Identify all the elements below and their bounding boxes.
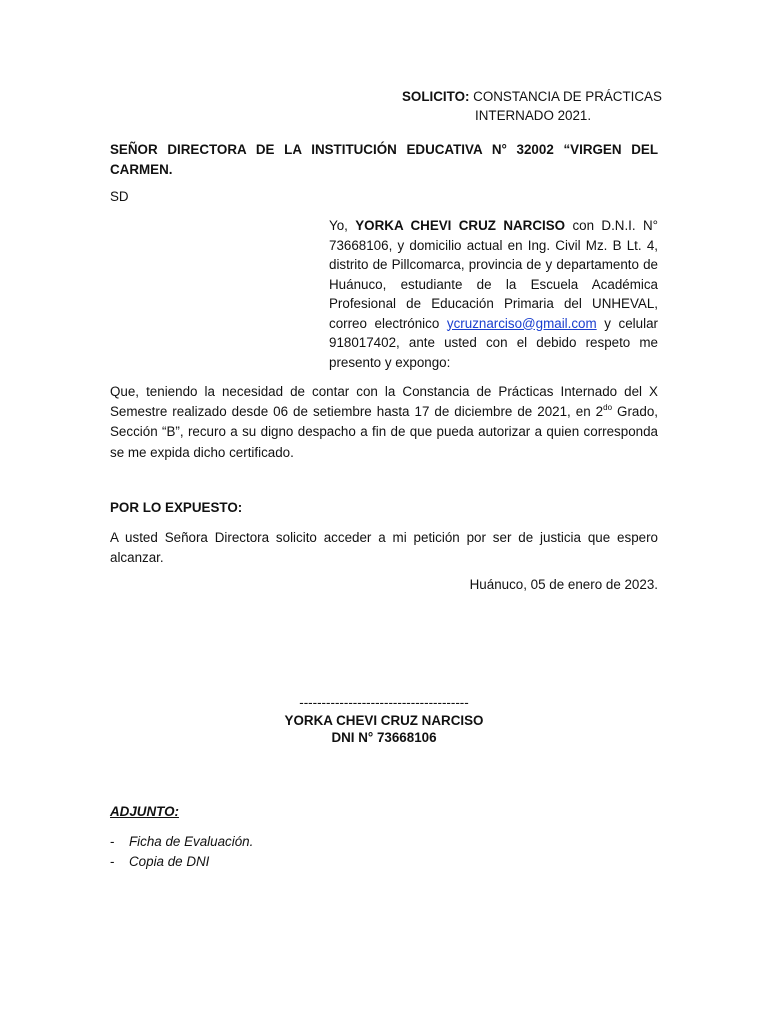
subject-line xyxy=(402,87,662,125)
signature-block xyxy=(110,694,658,747)
applicant-name: YORKA CHEVI CRUZ NARCISO xyxy=(355,218,566,233)
superscript: do xyxy=(603,403,613,413)
request-paragraph: A usted Señora Directora solicito acceder a mi petición por ser de justicia que espero alcanzar. xyxy=(110,530,658,566)
signature-dni: DNI N° 73668106 xyxy=(331,730,437,745)
place-date: Huánuco, 05 de enero de 2023. xyxy=(469,577,658,592)
adjunto-heading: ADJUNTO: xyxy=(110,804,179,819)
intro-text-2: y celular 918017402, ante usted con el debido respeto me presento y expongo: xyxy=(329,315,658,370)
body-text-1: Que, teniendo la necesidad de contar con la Constancia de Prácticas Internado del X Semestre realizado desde 06 de setiembre hasta 17 de diciembre de 2021, en 2 xyxy=(110,384,658,420)
solicito-text-1: CONSTANCIA DE PRÁCTICAS xyxy=(469,89,662,104)
attachments-list xyxy=(110,832,253,872)
intro-paragraph xyxy=(329,216,658,372)
attachment-label: Ficha de Evaluación. xyxy=(129,834,254,849)
addressee: SEÑOR DIRECTORA DE LA INSTITUCIÓN EDUCATIVA N° 32002 “VIRGEN DEL CARMEN. xyxy=(110,142,658,177)
bullet: - xyxy=(110,854,115,869)
solicito-text-2: INTERNADO 2021. xyxy=(475,108,592,123)
email-link[interactable]: ycruznarciso@gmail.com xyxy=(446,315,597,331)
por-lo-expuesto-heading: POR LO EXPUESTO: xyxy=(110,500,243,515)
list-item xyxy=(110,832,253,852)
bullet: - xyxy=(110,834,115,849)
list-item xyxy=(110,852,253,872)
intro-prefix: Yo, xyxy=(329,218,356,233)
salutation-sd: SD xyxy=(110,189,129,204)
signature-line: -------------------------------------- xyxy=(299,695,469,710)
signature-name: YORKA CHEVI CRUZ NARCISO xyxy=(284,712,484,728)
body-paragraph xyxy=(110,382,658,463)
attachment-label: Copia de DNI xyxy=(129,854,210,869)
intro-text-1: con D.N.I. N° 73668106, y domicilio actual en Ing. Civil Mz. B Lt. 4, distrito de Pillcomarca, provincia de y departamento de Huánuco, estudiante de la Escuela Académica Profesional de Educación Primaria del UNHEVAL, correo electrónico xyxy=(329,218,659,331)
solicito-label: SOLICITO: xyxy=(402,89,470,104)
body-text-2: Grado, Sección “B”, recuro a su digno despacho a fin de que pueda autorizar a quien corresponda se me expida dicho certificado. xyxy=(110,404,658,460)
